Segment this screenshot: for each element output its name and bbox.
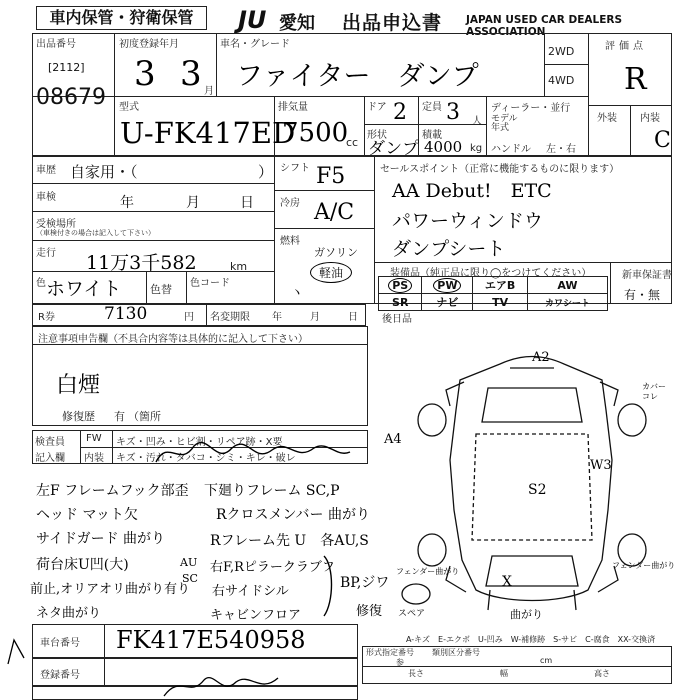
first-reg-label: 初度登録年月 (119, 39, 179, 50)
mileage-value: 11万3千582 (86, 252, 197, 274)
damage-legend: A-キズ E-エクボ U-凹み W-補修跡 S-サビ C-腐食 XX-交換済 (406, 635, 656, 644)
handwritten-note: SC (182, 572, 198, 585)
diagram-mark: X (502, 574, 512, 590)
first-reg-month: 3 (180, 54, 202, 94)
notes-label: 注意事項申告欄（不具合内容等は具体的に記入して下さい） (38, 334, 308, 345)
handwritten-note: 左F フレームフック部歪 (36, 483, 189, 499)
color-change-label: 色替 (150, 283, 172, 296)
form-title: 出品申込書 (342, 12, 443, 34)
recycle-unit: 円 (184, 312, 194, 323)
handle-options: 左・右 (546, 144, 576, 155)
fuel-diesel: 軽油 (310, 262, 352, 283)
handwritten-note: ネタ曲がり (36, 606, 102, 621)
load-unit: kg (470, 143, 483, 154)
handwritten-note: ヘッド マット欠 (36, 507, 138, 523)
equip-ps: PS (379, 277, 422, 294)
fuel-label: 燃料 (280, 236, 300, 247)
class-label: 類別区分番号 (432, 648, 480, 657)
mileage-label: 走行 (36, 248, 56, 259)
equip-airbag: エアB (473, 277, 528, 294)
shift-label: シフト (280, 163, 310, 174)
equip-sr: SR (379, 294, 422, 311)
inspector-row2-text: キズ・汚れ・タバコ・ジミ・キレ・破レ (116, 453, 296, 464)
ju-logo: JU (238, 6, 267, 34)
displacement-label: 排気量 (278, 102, 308, 113)
handwritten-note: 右サイドシル (212, 584, 289, 599)
handwritten-note: スペア (398, 609, 426, 619)
handwritten-note: AU (180, 556, 198, 569)
equip-tv: TV (473, 294, 528, 311)
ac-value: A/C (314, 200, 355, 225)
diagram-mark: A4 (384, 432, 402, 447)
exterior-label: 外装 (597, 113, 617, 124)
model-name-value: ファイター ダンプ (236, 61, 479, 92)
equip-leather: カワシート (527, 294, 607, 311)
inspection-day: 日 (240, 195, 254, 211)
handwritten-note: サイドガード 曲がり (36, 531, 166, 547)
ac-label: 冷房 (280, 198, 300, 209)
selling-point-1: AA Debut! ETC (392, 180, 552, 202)
margin-scribble (4, 634, 30, 668)
selling-point-2: パワーウィンドウ (392, 210, 543, 232)
diagram-mark: フェンダー曲がり (612, 561, 676, 570)
len-label: 長さ (408, 669, 424, 678)
history-label: 車歴 (36, 165, 56, 176)
diagram-mark: A2 (532, 350, 550, 365)
capacity-value: 3 (446, 100, 460, 125)
type-value: U-FK417ED (120, 116, 296, 150)
name-change-month: 月 (310, 312, 320, 323)
height-label: 高さ (594, 669, 610, 678)
color-label: 色 (36, 278, 46, 289)
capacity-label: 定員 (422, 102, 442, 113)
name-change-year: 年 (272, 312, 282, 323)
recycle-label: R券 (38, 312, 55, 323)
handwritten-note: Rフレーム先 U 各AU,S (210, 533, 369, 549)
inspector-row2-label: 内装 (84, 453, 104, 464)
warranty-label: 新車保証書 (622, 270, 672, 281)
mileage-unit: km (230, 260, 248, 273)
shape-label: 形状 (367, 130, 387, 141)
chassis-label: 車台番号 (40, 638, 80, 649)
equip-aw: AW (527, 277, 607, 294)
equip-pw: PW (422, 277, 473, 294)
handwritten-note: 荷台床U凹(大) (36, 557, 129, 573)
handwritten-note: 右F,Rピラークラブフ (210, 560, 335, 575)
org-name: 愛知 (279, 13, 315, 34)
reception-note: （車検付きの場合は記入して下さい） (36, 229, 155, 237)
recycle-value: 7130 (104, 304, 148, 324)
remarks-label: 後日品 (382, 314, 412, 325)
width-label: 幅 (500, 669, 508, 678)
lot-prefix: [2112] (48, 61, 85, 74)
handwritten-note: BP,ジワ (340, 575, 390, 591)
doors-label: ドア (367, 102, 387, 113)
handwritten-note: Rクロスメンバー 曲がり (216, 507, 371, 523)
first-reg-year: 3 (134, 54, 156, 94)
diagram-mark: 曲がり (510, 608, 543, 621)
inspector-scribble (150, 428, 360, 470)
interior-label: 内装 (640, 113, 660, 124)
repair-label: 修復歴 (62, 410, 95, 423)
inspection-year: 年 (120, 195, 134, 211)
repair-value: 有 (114, 410, 125, 423)
history-value: 自家用・（ (70, 163, 138, 181)
spec-ref: 参 (396, 658, 404, 667)
diagram-mark: フェンダー曲がり (396, 567, 460, 576)
fuel-scribble: ヽ (290, 285, 304, 301)
model-year-label: モデル年式 (491, 114, 518, 133)
capacity-unit: 人 (472, 116, 482, 127)
notes-value: 白煙 (56, 373, 101, 398)
inspector-label-2: 記入欄 (35, 453, 65, 464)
selling-point-3: ダンプシート (392, 238, 506, 260)
displacement-value: 7500 (282, 118, 349, 148)
diagram-mark: S2 (528, 482, 547, 498)
dealer-label: ディーラー・並行 (491, 103, 571, 114)
grade-value: R (624, 62, 647, 97)
first-reg-month-unit: 月 (204, 86, 214, 97)
load-value: 4000 (424, 138, 463, 156)
name-change-day: 日 (348, 312, 358, 323)
diagram-mark: W3 (590, 458, 612, 473)
chassis-value: FK417E540958 (116, 626, 306, 654)
registration-label: 登録番号 (40, 670, 80, 681)
fuel-gasoline: ガソリン (314, 246, 358, 259)
color-value: ホワイト (46, 278, 122, 300)
shape-value: ダンプ (368, 139, 420, 159)
inspector-row1-label: FW (86, 433, 102, 444)
name-change-label: 名変期限 (210, 312, 250, 323)
handwritten-note: 修復 (356, 604, 383, 619)
displacement-unit: cc (346, 136, 359, 149)
drive-4wd: 4WD (548, 74, 575, 87)
equipment-label: 装備品（純正品に限り◯をつけてください） (390, 268, 592, 279)
inspection-label: 車検 (36, 192, 56, 203)
inspection-month: 月 (186, 195, 200, 211)
unit-label: cm (540, 656, 553, 665)
color-code-label: 色コード (190, 278, 230, 289)
shift-value: F5 (316, 164, 346, 189)
inspector-label-1: 検査員 (35, 437, 65, 448)
handwritten-note: 下廻りフレーム SC,P (204, 483, 340, 499)
reception-label: 受検場所 (36, 219, 76, 230)
equip-navi: ナビ (422, 294, 473, 311)
interior-value: C (654, 128, 671, 153)
handle-label: ハンドル (491, 144, 531, 155)
type-label: 型式 (119, 102, 139, 113)
lot-label: 出品番号 (36, 39, 76, 50)
drive-2wd: 2WD (548, 45, 575, 58)
handwritten-note: 前止,オリアオリ曲がり有り (30, 582, 191, 597)
inspector-row1-text: キズ・凹み・ヒビ割・リペア跡・X要 (116, 437, 283, 448)
load-label: 積載 (422, 130, 442, 141)
signature-scribble (160, 670, 300, 700)
doors-value: 2 (393, 100, 407, 125)
spec-label: 形式指定番号 (366, 648, 414, 657)
equipment-table (378, 276, 608, 311)
english-title: JAPAN USED CAR DEALERS ASSOCIATION (466, 14, 623, 38)
repair-place: （箇所 (128, 410, 161, 423)
diagram-mark: カバーコレ (642, 382, 666, 401)
handwritten-note: キャビンフロア (210, 608, 302, 623)
grade-label: 評価点 (605, 41, 647, 52)
lot-number: 08679 (36, 85, 106, 110)
storage-badge: 車内保管・狩衛保管 (36, 6, 207, 30)
history-close: ） (258, 163, 274, 181)
warranty-options: 有・無 (624, 288, 661, 302)
selling-points-label: セールスポイント（正常に機能するものに限ります） (380, 164, 620, 175)
model-name-label: 車名・グレード (220, 39, 290, 50)
